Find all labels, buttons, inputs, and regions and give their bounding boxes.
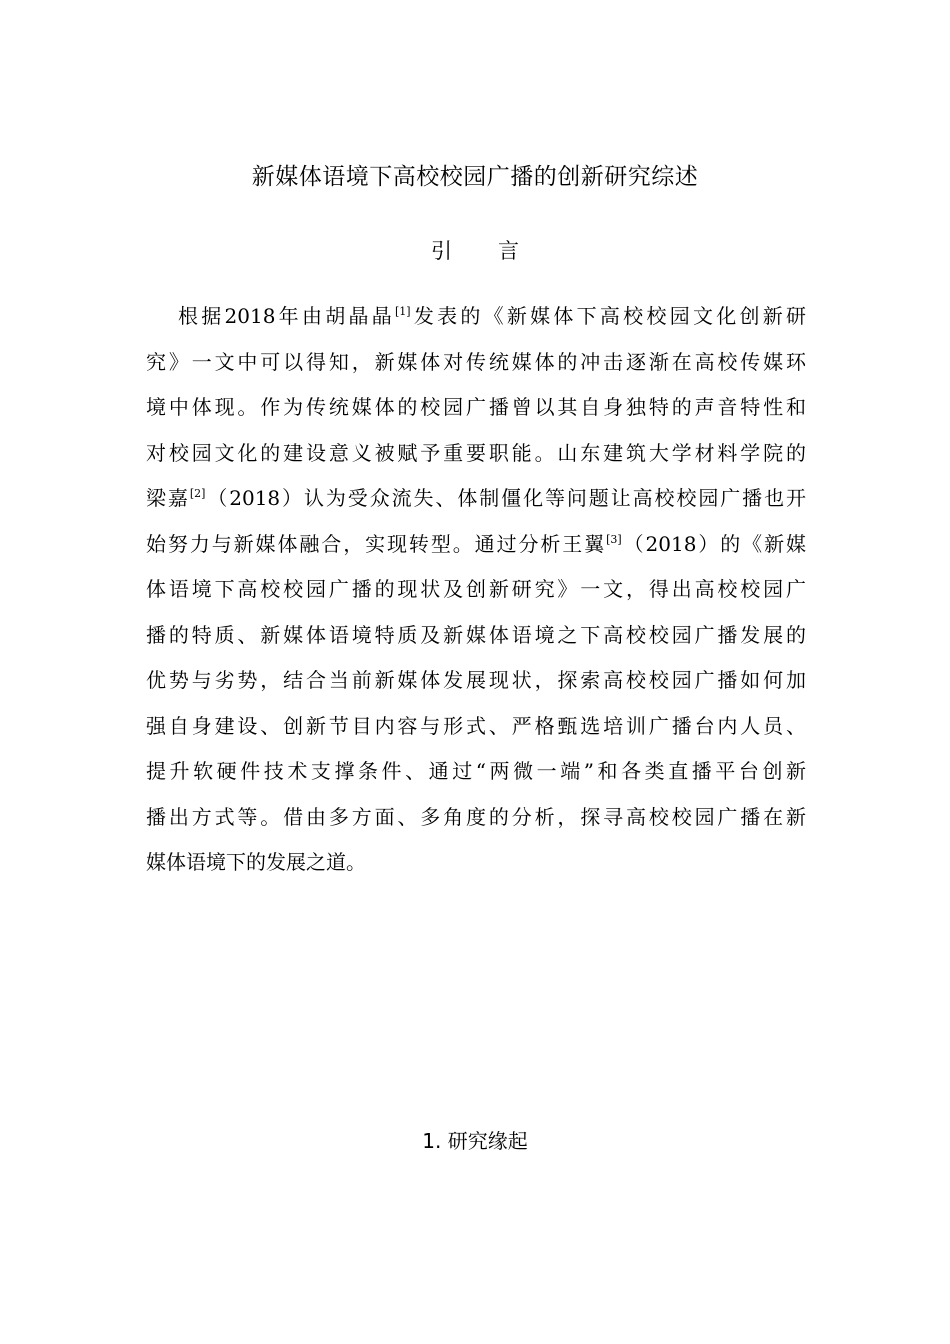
section-heading: 1. 研究缘起 — [422, 1129, 528, 1153]
paragraph-line: 对校园文化的建设意义被赋予重要职能。山东建筑大学材料学院的 — [146, 440, 806, 465]
intro-heading-char-2: 言 — [498, 239, 519, 263]
paragraph-line: 提升软硬件技术支撑条件、通过“两微一端”和各类直播平台创新 — [146, 759, 806, 783]
paragraph-line: 播出方式等。借由多方面、多角度的分析，探寻高校校园广播在新 — [146, 804, 806, 829]
paragraph-line: 播的特质、新媒体语境特质及新媒体语境之下高校校园广播发展的 — [146, 622, 806, 647]
citation-2: [2] — [189, 487, 206, 500]
intro-paragraph — [146, 294, 806, 886]
document-title: 新媒体语境下高校校园广播的创新研究综述 — [251, 164, 699, 190]
paragraph-line: 媒体语境下的发展之道。 — [146, 850, 366, 874]
citation-1: [1] — [394, 305, 411, 318]
paragraph-line: 究》一文中可以得知，新媒体对传统媒体的冲击逐渐在高校传媒环 — [146, 349, 806, 374]
intro-heading-char-1: 引 — [431, 239, 452, 263]
paragraph-line: 始努力与新媒体融合，实现转型。通过分析王翼[3]（2018）的《新媒 — [146, 531, 806, 556]
paragraph-line: 境中体现。作为传统媒体的校园广播曾以其自身独特的声音特性和 — [146, 395, 806, 419]
paragraph-line: 强自身建设、创新节目内容与形式、严格甄选培训广播台内人员、 — [146, 713, 806, 738]
paragraph-line: 根据2018年由胡晶晶[1]发表的《新媒体下高校校园文化创新研 — [178, 304, 806, 328]
intro-heading — [0, 236, 950, 266]
paragraph-line: 优势与劣势，结合当前新媒体发展现状，探索高校校园广播如何加 — [146, 668, 806, 692]
paragraph-line: 梁嘉[2]（2018）认为受众流失、体制僵化等问题让高校校园广播也开 — [146, 486, 806, 510]
paragraph-line: 体语境下高校校园广播的现状及创新研究》一文，得出高校校园广 — [146, 577, 806, 601]
citation-3: [3] — [606, 532, 622, 546]
